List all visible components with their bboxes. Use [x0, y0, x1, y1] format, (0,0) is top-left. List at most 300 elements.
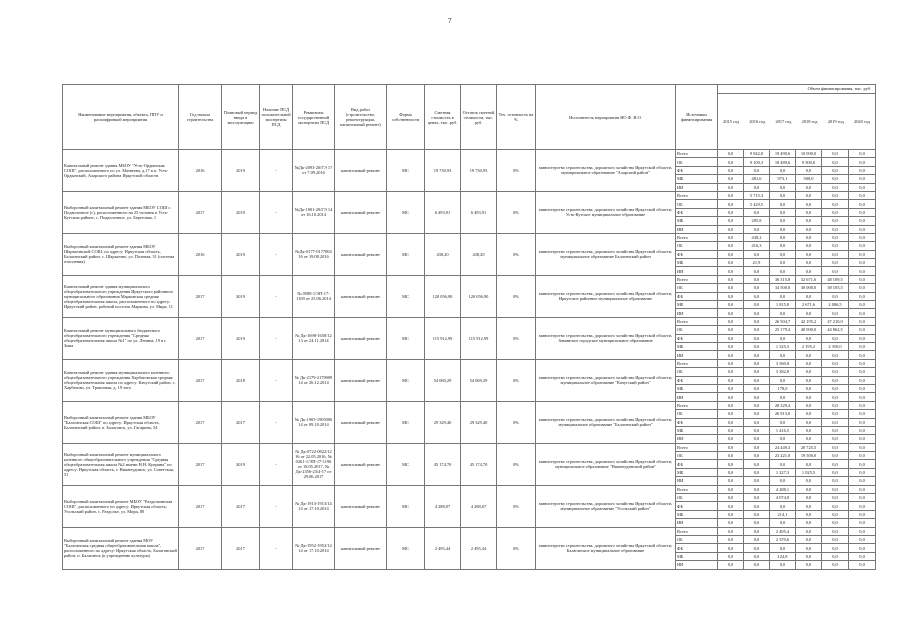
fin-value: 18 489,6 — [770, 158, 796, 166]
work-type: капитальный ремонт — [335, 233, 387, 275]
fin-value: 0,0 — [796, 217, 822, 225]
fin-value: 0,0 — [849, 443, 876, 451]
fin-source: ФБ — [676, 208, 718, 216]
fin-value: 0,0 — [744, 426, 770, 434]
fin-value: 0,0 — [718, 510, 744, 518]
fin-value: 0,0 — [718, 410, 744, 418]
fin-value: 0,0 — [744, 435, 770, 443]
col-fin-source: Источники финансирования — [676, 85, 718, 150]
table-row — [63, 401, 876, 409]
fin-value: 0,0 — [849, 426, 876, 434]
fin-source: ОБ — [676, 452, 718, 460]
fin-value: 0,0 — [849, 158, 876, 166]
fin-value: 0,0 — [718, 418, 744, 426]
fin-value: 0,0 — [822, 552, 849, 560]
fin-value: 0,0 — [744, 359, 770, 367]
fin-value: 0,0 — [718, 359, 744, 367]
fin-source: Всего — [676, 359, 718, 367]
fin-value: 0,0 — [849, 233, 876, 241]
fin-value: 0,0 — [718, 494, 744, 502]
fin-value: 0,0 — [822, 410, 849, 418]
fin-source: ФБ — [676, 292, 718, 300]
fin-value: 0,0 — [718, 351, 744, 359]
fin-value: 0,0 — [744, 166, 770, 174]
fin-value: 0,0 — [822, 452, 849, 460]
cost-remaining: 2 495,44 — [461, 527, 497, 569]
fin-value: 0,0 — [718, 376, 744, 384]
fin-value: 25 179,4 — [770, 326, 796, 334]
fin-value: 0,0 — [849, 435, 876, 443]
fin-value: 0,0 — [822, 494, 849, 502]
ownership: МС — [387, 359, 425, 401]
fin-value: 20 725,5 — [796, 443, 822, 451]
fin-value: 0,0 — [770, 267, 796, 275]
fin-source: МБ — [676, 468, 718, 476]
col-year-2015: 2015 год — [723, 119, 740, 124]
fin-value: 0,0 — [744, 267, 770, 275]
fin-value: 2 370,6 — [770, 535, 796, 543]
fin-value: 0,0 — [744, 225, 770, 233]
fin-source: МБ — [676, 552, 718, 560]
fin-value: 0,0 — [718, 561, 744, 569]
ownership: МС — [387, 485, 425, 527]
readiness: 0% — [497, 275, 536, 317]
fin-value: 0,0 — [849, 309, 876, 317]
fin-source: ОБ — [676, 284, 718, 292]
fin-value: 1 815,8 — [770, 301, 796, 309]
fin-source: МБ — [676, 384, 718, 392]
plan-period: 2019 — [222, 443, 260, 485]
plan-period: 2019 — [222, 317, 260, 359]
fin-value: 0,0 — [822, 535, 849, 543]
fin-value: 0,0 — [849, 191, 876, 199]
col-psd: Наличие ПСД положительной экспертизы ПСД — [260, 85, 293, 150]
readiness: 0% — [497, 150, 536, 192]
fin-value: 26 504,7 — [770, 317, 796, 325]
ownership: МС — [387, 443, 425, 485]
fin-value: 0,0 — [796, 376, 822, 384]
fin-value: 0,0 — [718, 150, 744, 158]
fin-value: 28 329,4 — [770, 401, 796, 409]
fin-value: 0,0 — [718, 485, 744, 493]
fin-value: 0,0 — [770, 460, 796, 468]
fin-source: Всего — [676, 317, 718, 325]
object-name: Выборочный капитальный ремонт здания МБОУ Шарыгинской СОШ, по адресу: Иркутская область, Балаганский район, с. Шарыгино, ул. Полевая, 31 (система отопления) — [63, 233, 179, 275]
fin-value: 44 862,5 — [822, 326, 849, 334]
fin-value: 0,0 — [796, 393, 822, 401]
fin-value: 0,0 — [718, 292, 744, 300]
fin-value: 438,2 — [744, 233, 770, 241]
fin-source: Всего — [676, 485, 718, 493]
expertise-ref: № Дк-1698-1658/12 13 от 24.11.2014 — [293, 317, 335, 359]
fin-value: 0,0 — [796, 292, 822, 300]
fin-value: 0,0 — [744, 351, 770, 359]
fin-value: 0,0 — [822, 217, 849, 225]
fin-source: ОБ — [676, 326, 718, 334]
fin-value: 0,0 — [796, 384, 822, 392]
fin-value: 30 000,0 — [796, 284, 822, 292]
fin-value: 34 500,0 — [770, 284, 796, 292]
fin-value: 0,0 — [796, 267, 822, 275]
cost-remaining: 45 174,70 — [461, 443, 497, 485]
col-executor: Исполнитель мероприятия ИО Ф. И.О. — [536, 85, 676, 150]
expertise-ref: №Дк-0177-0177004 16 от 19.08.2016 — [293, 233, 335, 275]
fin-value: 2 195,2 — [796, 342, 822, 350]
cost-estimate: 54 069,29 — [425, 359, 461, 401]
fin-value: 481,6 — [744, 175, 770, 183]
fin-value: 0,0 — [849, 242, 876, 250]
fin-value: 0,0 — [822, 468, 849, 476]
fin-value: 0,0 — [849, 527, 876, 535]
fin-value: 0,0 — [849, 175, 876, 183]
fin-value: 0,0 — [744, 250, 770, 258]
fin-value: 0,0 — [822, 393, 849, 401]
plan-period: 2019 — [222, 275, 260, 317]
fin-value: 0,0 — [796, 191, 822, 199]
start-year: 2017 — [179, 401, 222, 443]
fin-value: 500,0 — [796, 175, 822, 183]
ownership: МС — [387, 275, 425, 317]
fin-value: 0,0 — [796, 183, 822, 191]
fin-value: 0,0 — [744, 317, 770, 325]
fin-value: 0,0 — [822, 510, 849, 518]
fin-value: 0,0 — [744, 326, 770, 334]
object-name: Выборочный капитальный ремонт муниципального казенного общеобразовательного учреждения "Средняя общеобразовательная школа №2 имени Н.Н. Куприна" по адресу: Иркутская область, г. Нижнеудинск, ул. Советская, 51 — [63, 443, 179, 485]
fin-value: 0,0 — [849, 410, 876, 418]
col-cost-estimate: Сметная стоимость в ценах, тыс. руб. — [425, 85, 461, 150]
table-row — [63, 317, 876, 325]
psd-status: - — [260, 233, 293, 275]
fin-value: 0,0 — [796, 208, 822, 216]
fin-value: 0,0 — [796, 544, 822, 552]
fin-value: 124,8 — [770, 552, 796, 560]
object-name: Выборочный капитальный ремонт МБОУ "Раздольинская СОШ", расположенного по адресу: Иркутская область, Усольский район, с. Раздолье, ул. Мира, 80 — [63, 485, 179, 527]
start-year: 2017 — [179, 443, 222, 485]
col-readiness: Тех. готовность на % — [497, 85, 536, 150]
fin-value: 0,0 — [849, 292, 876, 300]
work-type: капитальный ремонт — [335, 275, 387, 317]
col-year-2019: 2019 год — [827, 119, 844, 124]
fin-value: 0,0 — [718, 334, 744, 342]
object-name: Выборочный капитальный ремонт здания МБОУ "Балаганская СОШ" по адресу: Иркутская область, Балаганский район, п. Балаганск, ул. Гагарина, 54 — [63, 401, 179, 443]
fin-value: 3 382,8 — [770, 368, 796, 376]
fin-value: 0,0 — [718, 460, 744, 468]
start-year: 2016 — [179, 150, 222, 192]
fin-value: 0,0 — [822, 191, 849, 199]
col-year-2020: 2020 год — [854, 119, 870, 124]
fin-value: 0,0 — [796, 502, 822, 510]
fin-value: 0,0 — [796, 225, 822, 233]
fin-value: 0,0 — [718, 426, 744, 434]
fin-value: 0,0 — [849, 317, 876, 325]
readiness: 0% — [497, 359, 536, 401]
psd-status: - — [260, 443, 293, 485]
fin-value: 0,0 — [822, 384, 849, 392]
expertise-ref: №Дк-2093-20/ГЭ 17 от 7.09.2016 — [293, 150, 335, 192]
fin-value: 0,0 — [796, 527, 822, 535]
fin-value: 0,0 — [849, 225, 876, 233]
col-work-type: Вид работ (строительство, реконструкция, капитальный ремонт) — [335, 85, 387, 150]
start-year: 2017 — [179, 317, 222, 359]
cost-remaining: 115 912,99 — [461, 317, 497, 359]
fin-value: 0,0 — [744, 376, 770, 384]
fin-value: 0,0 — [849, 393, 876, 401]
fin-value: 2 495,4 — [770, 527, 796, 535]
fin-value: 1 325,3 — [770, 342, 796, 350]
work-type: капитальный ремонт — [335, 401, 387, 443]
col-plan-period: Плановый период ввода в эксплуатацию — [222, 85, 260, 150]
psd-status: - — [260, 191, 293, 233]
fin-value: 42 195,2 — [796, 317, 822, 325]
object-name: Капитальный ремонт здания муниципального казенного общеобразовательного учреждения Харбатовская средняя общеобразовательная школа по адресу: Качугский район, с. Харбатово, ул. Трактовая, д. 19 того — [63, 359, 179, 401]
fin-value: 0,0 — [770, 166, 796, 174]
fin-value: 0,0 — [718, 527, 744, 535]
fin-value: 0,0 — [796, 485, 822, 493]
fin-value: 0,0 — [770, 502, 796, 510]
fin-source: Всего — [676, 233, 718, 241]
fin-value: 0,0 — [796, 535, 822, 543]
ownership: МС — [387, 150, 425, 192]
fin-value: 0,0 — [849, 477, 876, 485]
psd-status: - — [260, 317, 293, 359]
ownership: МС — [387, 401, 425, 443]
fin-value: 0,0 — [718, 544, 744, 552]
fin-value: 0,0 — [822, 166, 849, 174]
fin-value: 0,0 — [796, 552, 822, 560]
fin-value: 9 842,0 — [744, 150, 770, 158]
fin-value: 0,0 — [770, 183, 796, 191]
start-year: 2017 — [179, 485, 222, 527]
fin-value: 1 416,5 — [770, 426, 796, 434]
fin-value: 0,0 — [718, 242, 744, 250]
object-name: Капитальный ремонт муниципального бюджетного общеобразовательного учреждения "Средняя общеобразовательная школа №1" по ул. Ленина, 19 в г. Зима — [63, 317, 179, 359]
fin-value: 0,0 — [744, 342, 770, 350]
expertise-ref: № Дк-0722-0822/12 16 от 22.05.2016, № 0261-1/ЭП-17-1196 от 18.05.2017, № Дк-2356-23/4-17 от 29.06.2017 — [293, 443, 335, 485]
fin-value: 0,0 — [796, 494, 822, 502]
fin-value: 19 490,6 — [770, 150, 796, 158]
fin-value: 973,1 — [770, 175, 796, 183]
fin-value: 0,0 — [744, 485, 770, 493]
fin-value: 0,0 — [849, 535, 876, 543]
fin-value: 0,0 — [849, 200, 876, 208]
col-volume-group: Объем финансирования, тыс. руб. — [718, 85, 875, 94]
fin-value: 0,0 — [796, 401, 822, 409]
object-name: Выборочный капитальный ремонт здания МОУ "Балаганская средняя общеобразовательная школа", расположенного по адресу: Иркутская область, Балаганский район, п. Балаганск (к учреждению культуры) — [63, 527, 179, 569]
fin-value: 47 210,0 — [822, 317, 849, 325]
fin-source: ИИ — [676, 561, 718, 569]
fin-value: 0,0 — [744, 292, 770, 300]
fin-value: 0,0 — [770, 519, 796, 527]
fin-value: 0,0 — [770, 292, 796, 300]
fin-value: 0,0 — [849, 376, 876, 384]
expertise-ref: №Дк-1901-20/ГЭ 14 от 16.10.2014 — [293, 191, 335, 233]
fin-value: 0,0 — [849, 208, 876, 216]
start-year: 2017 — [179, 191, 222, 233]
fin-value: 0,0 — [718, 401, 744, 409]
fin-value: 10 000,0 — [796, 150, 822, 158]
fin-value: 1 025,5 — [796, 468, 822, 476]
executor: министерство строительства, дорожного хозяйства Иркутской области, муниципальное образование "Усольский район" — [536, 485, 676, 527]
fin-value: 0,0 — [849, 468, 876, 476]
fin-value: 0,0 — [744, 544, 770, 552]
fin-value: 3 560,8 — [770, 359, 796, 367]
fin-value: 0,0 — [718, 250, 744, 258]
fin-source: ФБ — [676, 376, 718, 384]
executor: министерство строительства, дорожного хозяйства Иркутской области, Иркутское районное муниципальное образование — [536, 275, 676, 317]
psd-status: - — [260, 359, 293, 401]
fin-value: 0,0 — [770, 191, 796, 199]
fin-source: ОБ — [676, 410, 718, 418]
fin-value: 0,0 — [849, 544, 876, 552]
fin-value: 0,0 — [822, 334, 849, 342]
object-name: Капитальный ремонт здания МБОУ "Усть-Ордынская СОШ", расположенного по ул. Матвеева, д.17 в п. Усть-Ордынский, Аларского района Иркутской области — [63, 150, 179, 192]
fin-value: 0,0 — [822, 544, 849, 552]
start-year: 2016 — [179, 233, 222, 275]
fin-value: 0,0 — [744, 561, 770, 569]
fin-value: 0,0 — [744, 393, 770, 401]
col-ownership: Форма собственности — [387, 85, 425, 150]
fin-source: ФБ — [676, 334, 718, 342]
fin-source: ИИ — [676, 519, 718, 527]
fin-value: 5 715,3 — [744, 191, 770, 199]
fin-value: 0,0 — [822, 477, 849, 485]
col-name: Наименование мероприятия, объекта, ППУ и расшифровкой мероприятия — [63, 85, 179, 150]
executor: министерство строительства, дорожного хозяйства Иркутской области, Зиминское городское муниципальное образование — [536, 317, 676, 359]
work-type: капитальный ремонт — [335, 191, 387, 233]
cost-remaining: 120 056,90 — [461, 275, 497, 317]
fin-value: 4 074,0 — [770, 494, 796, 502]
fin-value: 0,0 — [822, 225, 849, 233]
fin-value: 0,0 — [796, 233, 822, 241]
fin-value: 40 000,0 — [796, 326, 822, 334]
expertise-ref: № Дк-1952-1952/14 14 от 17.10.2014 — [293, 527, 335, 569]
plan-period: 2019 — [222, 191, 260, 233]
fin-value: 0,0 — [718, 208, 744, 216]
fin-value: 0,0 — [744, 502, 770, 510]
fin-source: ИИ — [676, 267, 718, 275]
cost-estimate: 2 495,44 — [425, 527, 461, 569]
cost-estimate: 45 174,70 — [425, 443, 461, 485]
fin-source: Всего — [676, 191, 718, 199]
fin-value: 0,0 — [822, 502, 849, 510]
fin-source: ФБ — [676, 544, 718, 552]
fin-value: 0,0 — [796, 418, 822, 426]
fin-value: 2 350,0 — [822, 342, 849, 350]
ownership: МС — [387, 233, 425, 275]
fin-source: ИИ — [676, 435, 718, 443]
table-header-row — [63, 85, 876, 150]
readiness: 0% — [497, 401, 536, 443]
fin-value: 0,0 — [770, 544, 796, 552]
fin-value: 0,0 — [744, 535, 770, 543]
fin-value: 0,0 — [718, 158, 744, 166]
fin-value: 0,0 — [770, 418, 796, 426]
fin-value: 0,0 — [796, 519, 822, 527]
fin-value: 0,0 — [770, 259, 796, 267]
fin-value: 0,0 — [770, 393, 796, 401]
fin-source: ИИ — [676, 309, 718, 317]
cost-estimate: 29 329,40 — [425, 401, 461, 443]
fin-source: МБ — [676, 217, 718, 225]
cost-estimate: 4 288,07 — [425, 485, 461, 527]
fin-value: 0,0 — [718, 368, 744, 376]
work-type: капитальный ремонт — [335, 359, 387, 401]
fin-value: 0,0 — [849, 460, 876, 468]
readiness: 0% — [497, 527, 536, 569]
fin-value: 0,0 — [849, 418, 876, 426]
fin-value: 0,0 — [770, 242, 796, 250]
fin-value: 0,0 — [744, 384, 770, 392]
fin-value: 0,0 — [822, 242, 849, 250]
page-number: 7 — [448, 17, 452, 25]
fin-value: 0,0 — [822, 519, 849, 527]
ownership: МС — [387, 317, 425, 359]
fin-value: 24 449,3 — [770, 443, 796, 451]
table-row — [63, 191, 876, 199]
fin-value: 0,0 — [822, 233, 849, 241]
cost-remaining: 438,20 — [461, 233, 497, 275]
fin-value: 0,0 — [770, 250, 796, 258]
fin-source: ИИ — [676, 183, 718, 191]
fin-source: Всего — [676, 443, 718, 451]
fin-value: 0,0 — [849, 452, 876, 460]
fin-value: 0,0 — [849, 384, 876, 392]
fin-value: 0,0 — [822, 368, 849, 376]
fin-source: Всего — [676, 527, 718, 535]
fin-value: 0,0 — [744, 334, 770, 342]
fin-value: 0,0 — [822, 435, 849, 443]
fin-value: 0,0 — [822, 359, 849, 367]
table-row — [63, 443, 876, 451]
cost-estimate: 438,20 — [425, 233, 461, 275]
fin-value: 0,0 — [744, 275, 770, 283]
fin-value: 0,0 — [744, 527, 770, 535]
col-year-2017: 2017 год — [775, 119, 792, 124]
fin-source: ФБ — [676, 250, 718, 258]
fin-value: 26 913,0 — [770, 410, 796, 418]
fin-value: 0,0 — [718, 200, 744, 208]
fin-value: 0,0 — [718, 502, 744, 510]
work-type: капитальный ремонт — [335, 485, 387, 527]
fin-value: 0,0 — [822, 250, 849, 258]
fin-value: 214,1 — [770, 510, 796, 518]
fin-source: ИИ — [676, 477, 718, 485]
fin-value: 0,0 — [849, 284, 876, 292]
plan-period: 2017 — [222, 485, 260, 527]
table-row — [63, 150, 876, 158]
fin-value: 0,0 — [770, 477, 796, 485]
fin-value: 0,0 — [718, 552, 744, 560]
col-year-2016: 2016 год — [749, 119, 766, 124]
fin-value: 0,0 — [796, 242, 822, 250]
fin-value: 0,0 — [849, 359, 876, 367]
fin-value: 0,0 — [849, 183, 876, 191]
fin-value: 0,0 — [822, 443, 849, 451]
fin-source: ФБ — [676, 166, 718, 174]
fin-value: 0,0 — [744, 460, 770, 468]
fin-value: 0,0 — [796, 200, 822, 208]
table-row — [63, 485, 876, 493]
fin-value: 0,0 — [796, 359, 822, 367]
fin-source: ФБ — [676, 502, 718, 510]
expertise-ref: № Дк-1905-1905006 14 от 09.10.2014 — [293, 401, 335, 443]
fin-value: 36 315,8 — [770, 275, 796, 283]
fin-value: 0,0 — [770, 351, 796, 359]
fin-value: 0,0 — [744, 301, 770, 309]
fin-value: 0,0 — [770, 561, 796, 569]
fin-source: ИИ — [676, 351, 718, 359]
fin-value: 0,0 — [822, 259, 849, 267]
